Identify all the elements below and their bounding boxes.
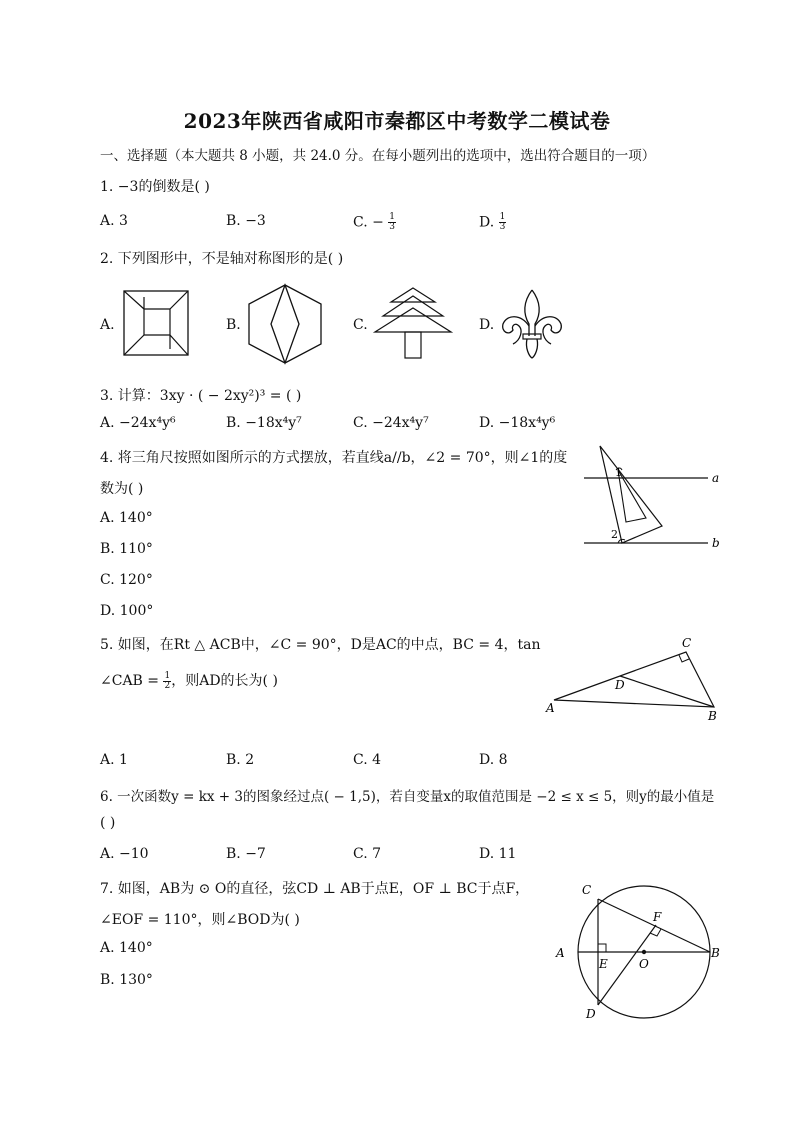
- q5-option-b: B. 2: [226, 752, 255, 768]
- fraction-numerator: 1: [389, 212, 396, 222]
- hexagon-rhombus-figure: [246, 283, 324, 365]
- q2-option-d: D.: [479, 317, 495, 333]
- point-f-label: F: [653, 910, 662, 924]
- circle-chord-figure: [552, 878, 732, 1026]
- q1-option-c-fraction: [388, 213, 396, 232]
- q7-option-b: B. 130°: [100, 972, 153, 988]
- tree-figure: [373, 286, 453, 362]
- question-6-stem-line1: 6. 一次函数y = kx + 3的图象经过点( − 1,5)，若自变量x的取值范围是 −2 ≤ x ≤ 5，则y的最小值是: [100, 789, 715, 805]
- fraction-numerator: 1: [164, 670, 171, 681]
- q5-stem-suffix: ，则AD的长为( ): [171, 673, 278, 689]
- q5-option-a: A. 1: [100, 752, 128, 768]
- q7-option-a: A. 140°: [100, 940, 153, 956]
- q1-option-d-label: D.: [479, 214, 499, 231]
- question-7-stem-line1: 7. 如图，AB为 ⊙ O的直径，弦CD ⊥ AB于点E，OF ⊥ BC于点F，: [100, 881, 530, 897]
- q5-stem-prefix: ∠CAB =: [100, 673, 164, 689]
- q6-option-b: B. −7: [226, 846, 266, 862]
- q3-option-c: C. −24x⁴y⁷: [353, 415, 429, 431]
- angle-1-label: 1: [615, 466, 622, 479]
- q2-option-b: B.: [226, 317, 241, 333]
- q4-option-b: B. 110°: [100, 541, 153, 557]
- q6-option-d: D. 11: [479, 846, 517, 862]
- q1-option-d: [479, 213, 506, 232]
- point-d-label: D: [586, 1007, 596, 1021]
- q1-option-b: B. −3: [226, 213, 266, 229]
- line-b-label: b: [712, 536, 720, 550]
- q5-option-d: D. 8: [479, 752, 508, 768]
- fraction-denominator: 2: [164, 680, 171, 691]
- q1-option-a: A. 3: [100, 213, 128, 229]
- question-5-stem-line1: 5. 如图，在Rt △ ACB中，∠C = 90°，D是AC的中点，BC = 4，tan: [100, 637, 541, 653]
- question-6-stem-line2: ( ): [100, 815, 116, 831]
- question-2-stem: 2. 下列图形中，不是轴对称图形的是( ): [100, 251, 344, 267]
- fraction-denominator: 3: [389, 222, 396, 232]
- point-c-label: C: [582, 883, 592, 897]
- q6-option-c: C. 7: [353, 846, 382, 862]
- q5-option-c: C. 4: [353, 752, 382, 768]
- point-d-label: D: [615, 678, 625, 692]
- q4-option-c: C. 120°: [100, 572, 153, 588]
- section-heading: 一、选择题（本大题共 8 小题，共 24.0 分。在每小题列出的选项中，选出符合题目的一项）: [100, 148, 656, 164]
- line-a-label: a: [712, 471, 720, 485]
- question-5-stem-line2: [100, 670, 278, 691]
- point-a-label: A: [556, 946, 565, 960]
- question-4-stem-line2: 数为( ): [100, 481, 144, 497]
- exam-title: 2023年陕西省咸阳市秦都区中考数学二模试卷: [183, 109, 611, 133]
- question-3-stem: 3. 计算：3xy · ( − 2xy²)³ = ( ): [100, 388, 302, 404]
- question-1-stem: 1. −3的倒数是( ): [100, 179, 210, 195]
- q3-option-d: D. −18x⁴y⁶: [479, 415, 556, 431]
- point-b-label: B: [711, 946, 720, 960]
- angle-2-label: 2: [611, 528, 618, 541]
- point-e-label: E: [599, 957, 608, 971]
- question-4-stem-line1: 4. 将三角尺按照如图所示的方式摆放，若直线a//b，∠2 = 70°，则∠1的度: [100, 450, 568, 466]
- point-a-label: A: [546, 701, 555, 715]
- right-triangle-figure: [542, 632, 732, 727]
- q4-option-d: D. 100°: [100, 603, 154, 619]
- q1-option-c: [353, 213, 396, 232]
- point-o-label: O: [639, 957, 649, 971]
- q6-option-a: A. −10: [100, 846, 149, 862]
- fraction-numerator: 1: [499, 212, 506, 222]
- q3-option-b: B. −18x⁴y⁷: [226, 415, 302, 431]
- point-b-label: B: [708, 709, 717, 723]
- q2-option-c: C.: [353, 317, 368, 333]
- fraction-denominator: 3: [499, 222, 506, 232]
- point-c-label: C: [682, 636, 692, 650]
- pinwheel-square-figure: [122, 289, 192, 357]
- q2-option-a: A.: [100, 317, 115, 333]
- question-7-stem-line2: ∠EOF = 110°，则∠BOD为( ): [100, 912, 300, 928]
- fleur-de-lis-figure: [499, 288, 565, 360]
- q4-option-a: A. 140°: [100, 510, 153, 526]
- q3-option-a: A. −24x⁴y⁶: [100, 415, 176, 431]
- parallel-lines-triangle-figure: [580, 440, 730, 555]
- q1-option-c-label: C. −: [353, 214, 384, 231]
- q1-option-d-fraction: [499, 213, 507, 232]
